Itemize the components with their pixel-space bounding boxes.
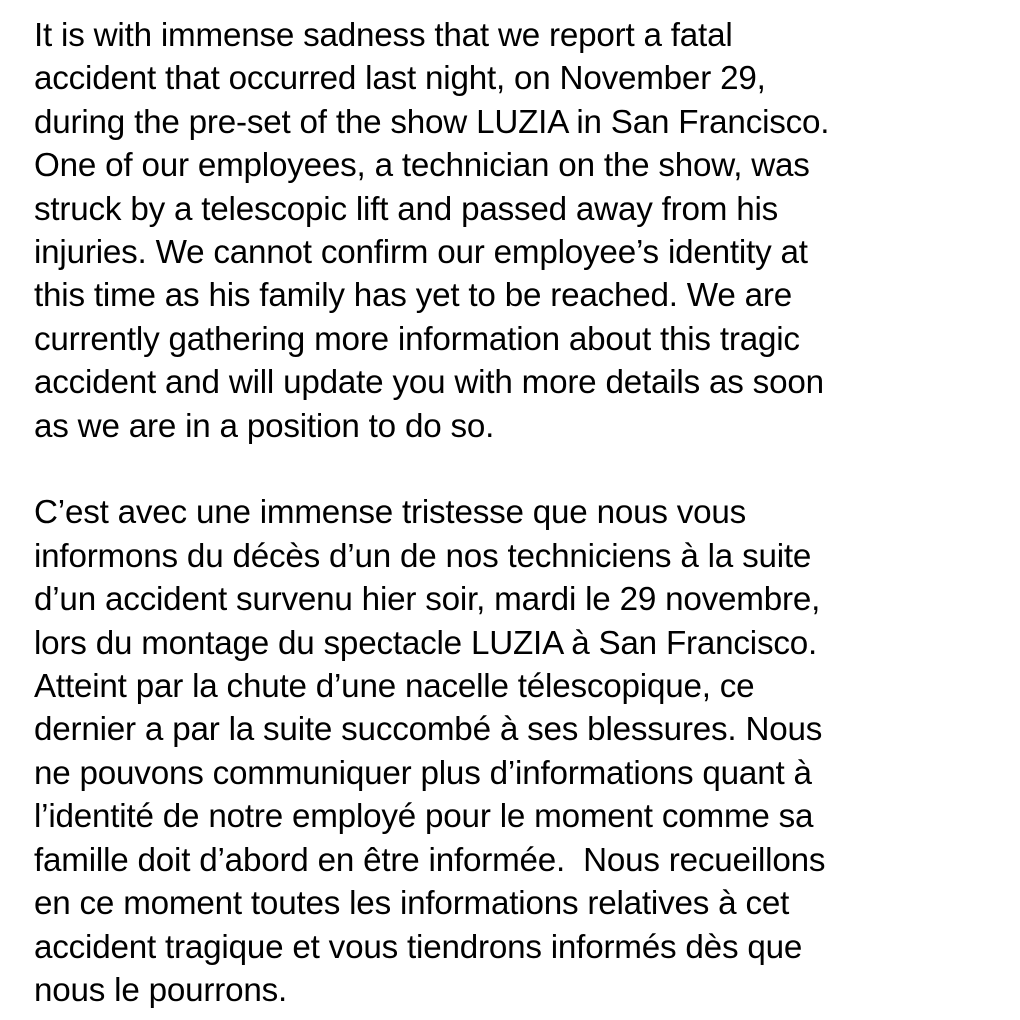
english-line-8: currently gathering more information about this tragic (34, 320, 800, 358)
french-line-10: en ce moment toutes les informations relatives à cet (34, 885, 790, 923)
french-paragraph (34, 491, 1014, 1012)
english-line-2: accident that occurred last night, on November 29, (34, 60, 766, 98)
french-line-3: d’un accident survenu hier soir, mardi le 29 novembre, (34, 581, 821, 619)
french-line-8: l’identité de notre employé pour le moment comme sa (34, 798, 814, 836)
english-line-7: this time as his family has yet to be reached. We are (34, 277, 792, 315)
french-line-7: ne pouvons communiquer plus d’informations quant à (34, 754, 812, 792)
french-line-12: nous le pourrons. (34, 971, 288, 1009)
english-line-9: accident and will update you with more details as soon (34, 364, 824, 402)
english-line-1: It is with immense sadness that we report a fatal (34, 17, 733, 54)
english-line-10: as we are in a position to do so. (34, 407, 495, 445)
english-line-3: during the pre-set of the show LUZIA in San Francisco. (34, 103, 830, 141)
statement-document (34, 14, 1014, 1012)
english-line-5: struck by a telescopic lift and passed away from his (34, 190, 779, 228)
english-line-6: injuries. We cannot confirm our employee’s identity at (34, 234, 808, 272)
french-line-9: famille doit d’abord en être informée. Nous recueillons (34, 841, 826, 879)
french-line-5: Atteint par la chute d’une nacelle télescopique, ce (34, 668, 755, 706)
french-line-6: dernier a par la suite succombé à ses blessures. Nous (34, 711, 823, 749)
french-line-4: lors du montage du spectacle LUZIA à San Francisco. (34, 624, 818, 662)
french-line-2: informons du décès d’un de nos techniciens à la suite (34, 537, 812, 575)
french-line-1: C’est avec une immense tristesse que nous vous (34, 494, 747, 532)
english-paragraph (34, 14, 1014, 448)
french-line-11: accident tragique et vous tiendrons informés dès que (34, 928, 803, 966)
english-line-4: One of our employees, a technician on the show, was (34, 147, 810, 185)
